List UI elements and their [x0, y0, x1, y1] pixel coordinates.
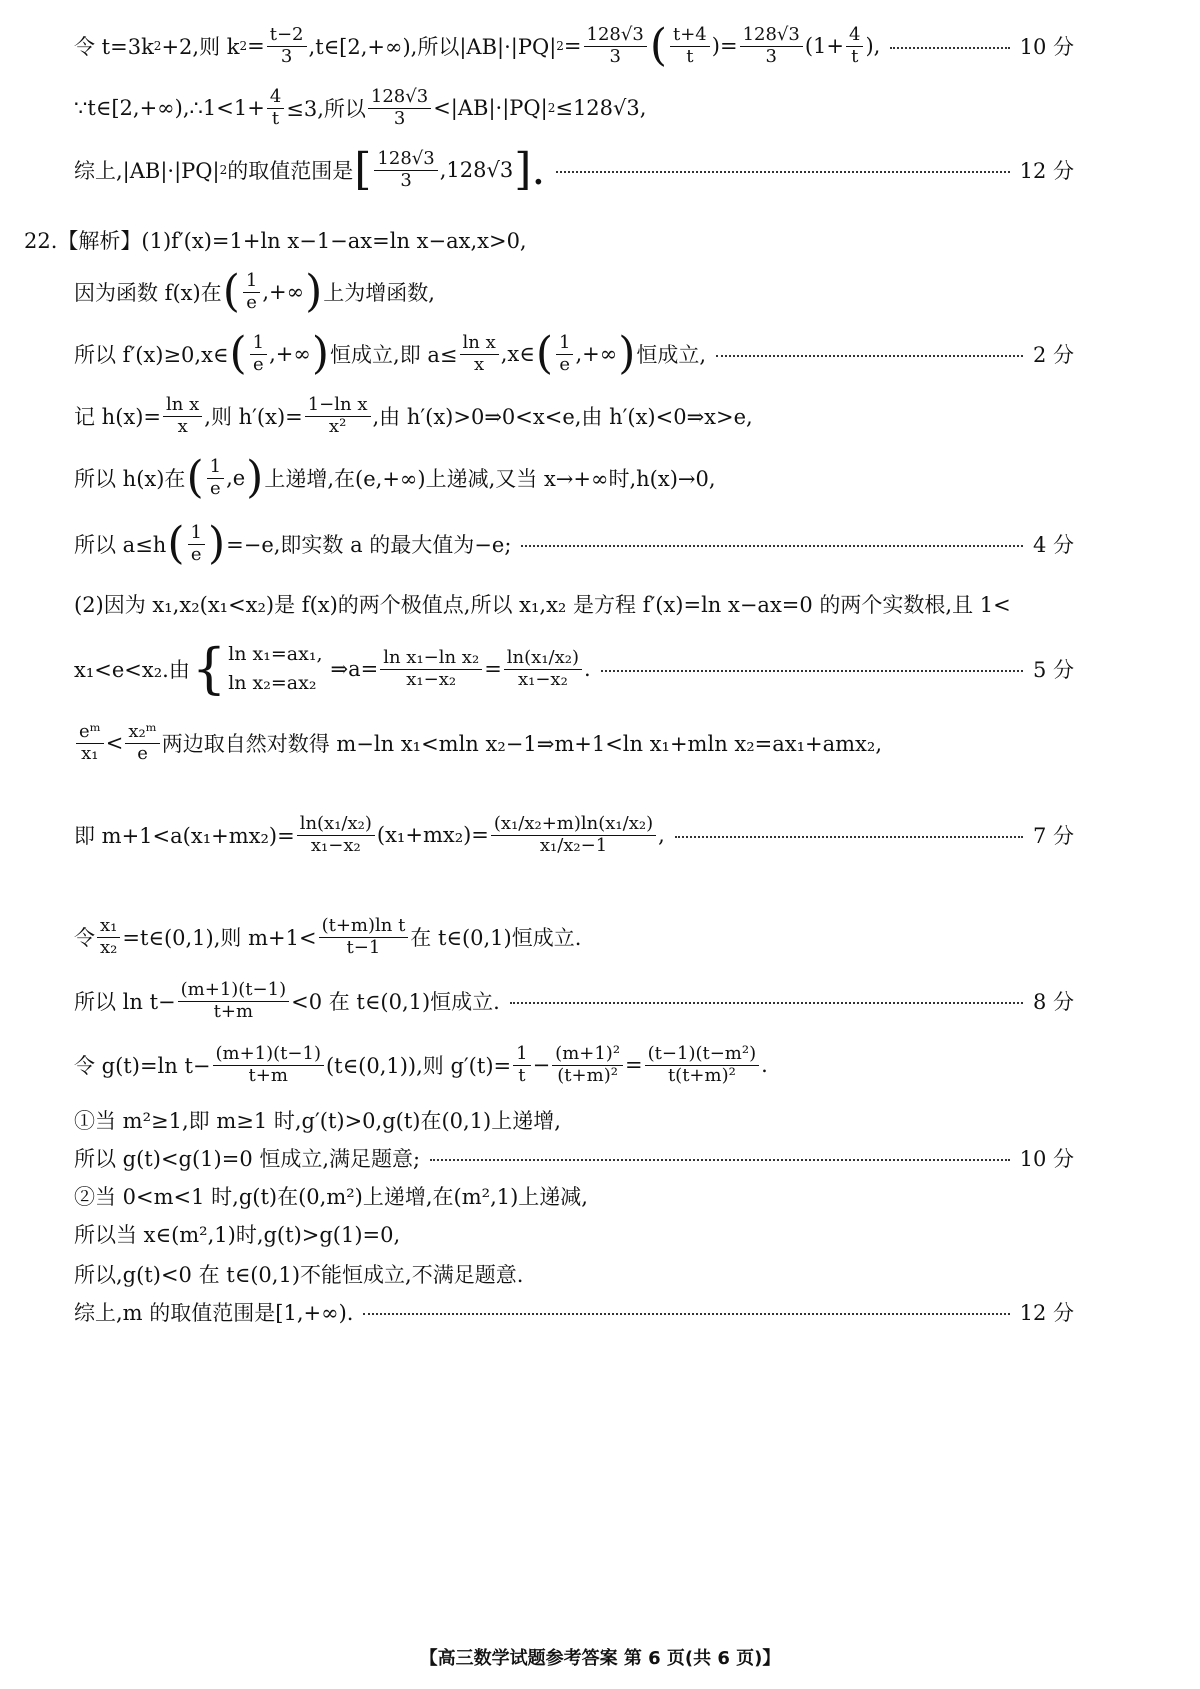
math-text: ∵t∈[2,+∞),∴1<1+ [74, 96, 265, 120]
math-text: 恒成立,即 a≤ [330, 343, 458, 367]
math-text: 因为函数 f(x)在 [74, 281, 222, 305]
math-text: 所以 h(x)在 [74, 467, 186, 491]
dotted-leader [890, 47, 1009, 49]
fraction: $\frac{128√3}{3}$ [368, 87, 431, 129]
math-text: 所以当 x∈(m²,1)时,g(t)>g(1)=0, [74, 1223, 401, 1247]
fraction: $\frac{\text{(m+1)²}}{\text{(t+m)²}}$ [552, 1044, 623, 1086]
dotted-leader [521, 545, 1023, 547]
fraction: $\frac{(m+1)(t-1)}{t+m}$ [178, 980, 289, 1022]
paren: ( [186, 452, 204, 503]
math-text: ,+∞ [575, 342, 618, 366]
math-text: 所以 a≤h [74, 533, 167, 557]
math-text: x₁<e<x₂.由 [74, 658, 190, 682]
solution-line [74, 718, 1074, 768]
fraction: $\frac{\text{(t−1)(t−m²)}}{\text{t(t+m)²}}$ [645, 1044, 759, 1086]
fraction: $\frac{t-2}{3}$ [267, 25, 307, 67]
solution-line [74, 634, 1074, 704]
solution-line [74, 1292, 1074, 1332]
fraction: $\frac{1}{e}$ [556, 333, 573, 375]
paren: ( [649, 20, 667, 71]
dotted-leader [556, 171, 1009, 173]
paren: ( [222, 266, 240, 317]
dotted-leader [675, 836, 1023, 838]
score-label: 8 分 [1032, 990, 1074, 1014]
solution-line [74, 20, 1074, 71]
fraction: $\frac{1}{e}$ [250, 333, 267, 375]
solution-line [74, 86, 1074, 130]
fraction: $\frac{\text{eᵐ}}{\text{x₁}}$ [76, 722, 104, 764]
math-text: <|AB|·|PQ| 2 ≤128√3, [433, 96, 647, 120]
math-text: ,x∈ [500, 342, 535, 366]
paren: ) [618, 328, 636, 379]
math-text: ②当 0<m<1 时,g(t)在(0,m²)上递增,在(m²,1)上递减, [74, 1185, 588, 1209]
solution-line [74, 144, 1074, 195]
bracket: ]. [514, 144, 546, 195]
math-text: ,则 h′(x)= [204, 405, 303, 429]
fraction: $\frac{128√3}{3}$ [740, 25, 803, 67]
math-text: )= [711, 34, 738, 58]
fraction: $\frac{1}{t}$ [513, 1044, 530, 1086]
math-text: 恒成立, [636, 343, 707, 367]
math-text: ,+∞ [269, 342, 311, 366]
score-label: 4 分 [1032, 533, 1074, 557]
solution-line [74, 328, 1074, 379]
solution-line [74, 518, 1074, 569]
dotted-leader [601, 670, 1023, 672]
solution-line [74, 394, 1074, 438]
math-text: = [484, 657, 502, 681]
math-text: ,128√3 [439, 158, 514, 182]
paren: ) [246, 452, 264, 503]
score-label: 5 分 [1032, 658, 1074, 682]
math-text: < [105, 731, 124, 755]
fraction: $\frac{(m+1)(t-1)}{t+m}$ [213, 1044, 324, 1086]
math-text: ,由 h′(x)>0⇒0<x<e,由 h′(x)<0⇒x>e, [372, 405, 753, 429]
paren: ( [229, 328, 247, 379]
math-text: . [584, 657, 591, 681]
math-text: ,t∈[2,+∞),所以|AB|·|PQ| 2 = [308, 34, 582, 59]
score-label: 10 分 [1019, 1147, 1074, 1171]
math-text: 综上,|AB|·|PQ| 2 的取值范围是 [74, 159, 354, 183]
solution-line [24, 220, 1074, 260]
math-text: ⇒a= [330, 657, 379, 681]
dotted-leader [716, 355, 1023, 357]
fraction: $\frac{1}{e}$ [188, 523, 205, 565]
math-text: 令 g(t)=ln t− [74, 1054, 211, 1078]
math-text: 综上,m 的取值范围是[1,+∞). [74, 1301, 354, 1325]
math-text: (1+ [804, 34, 844, 58]
fraction: $\frac{\text{(t+m)ln t}}{t-1}$ [319, 916, 409, 958]
solution-line [74, 790, 1074, 880]
problem-heading: 22.【解析】(1)f′(x)=1+ln x−1−ax=ln x−ax,x>0, [24, 229, 527, 253]
math-text: 在 t∈(0,1)恒成立. [410, 926, 582, 950]
paren: ) [311, 328, 330, 379]
solution-line [74, 912, 1074, 962]
fraction: $\frac{\text{x₂ᵐ}}{e}$ [125, 722, 159, 764]
solution-line [74, 1214, 1074, 1254]
math-text: − [532, 1053, 551, 1077]
score-label: 12 分 [1019, 1301, 1074, 1325]
math-text: 令 t=3k 2 +2,则 k 2 = [74, 34, 265, 59]
math-text: ), [865, 34, 881, 58]
fraction: $\frac{128√3}{3}$ [374, 149, 437, 191]
page-footer: 【高三数学试题参考答案 第 6 页(共 6 页)】 [419, 1648, 781, 1669]
score-label: 10 分 [1019, 35, 1074, 59]
brace: { [191, 637, 227, 700]
paren: ( [535, 328, 553, 379]
math-text: 上递增,在(e,+∞)上递减,又当 x→+∞时,h(x)→0, [264, 467, 716, 491]
math-text: . [761, 1053, 768, 1077]
fraction: $\frac{1}{e}$ [243, 271, 260, 313]
score-label: 12 分 [1019, 159, 1074, 183]
fraction: $\frac{\text{ln x}}{x}$ [460, 333, 499, 375]
fraction: $\frac{4}{t}$ [267, 87, 284, 129]
math-text: (2)因为 x₁,x₂(x₁<x₂)是 f(x)的两个极值点,所以 x₁,x₂ 是方程 f′(x)=ln x−ax=0 的两个实数根,且 1< [74, 593, 1011, 617]
bracket: [ [354, 144, 372, 195]
math-text: ①当 m²≥1,即 m≥1 时,g′(t)>0,g(t)在(0,1)上递增, [74, 1109, 561, 1133]
math-text: (t∈(0,1)),则 g′(t)= [325, 1054, 512, 1078]
solution-line [74, 976, 1074, 1026]
paren: ) [305, 266, 323, 317]
math-text: =−e,即实数 a 的最大值为−e; [226, 533, 512, 557]
paren: ) [207, 518, 226, 569]
math-text: 上为增函数, [323, 281, 435, 305]
paren: ( [167, 518, 185, 569]
math-text: , [658, 823, 665, 847]
math-text: 即 m+1<a(x₁+mx₂)= [74, 824, 295, 848]
dotted-leader [430, 1159, 1009, 1161]
solution-line [74, 1254, 1074, 1294]
math-text: <0 在 t∈(0,1)恒成立. [291, 990, 500, 1014]
math-text: 记 h(x)= [74, 405, 162, 429]
fraction: $\frac{\text{(x₁/x₂+m)ln(x₁/x₂)}}{\text{x₁/x₂−1}}$ [491, 814, 656, 856]
fraction: $\frac{\text{x₁}}{\text{x₂}}$ [97, 916, 120, 958]
dotted-leader [363, 1313, 1009, 1315]
math-text: ≤3,所以 [286, 97, 366, 121]
math-text: 所以 f′(x)≥0,x∈ [74, 343, 229, 367]
solution-line [74, 584, 1074, 624]
math-text: 令 [74, 926, 95, 950]
score-label: 2 分 [1032, 343, 1074, 367]
math-text: ,+∞ [262, 280, 305, 304]
fraction: $\frac{\text{ln(x₁/x₂)}}{\text{x₁−x₂}}$ [504, 648, 582, 690]
solution-line [74, 1138, 1074, 1178]
solution-line [74, 1040, 1074, 1090]
dotted-leader [510, 1002, 1023, 1004]
fraction: $\frac{\text{ln x₁−ln x₂}}{\text{x₁−x₂}}$ [380, 648, 482, 690]
fraction: $\frac{t+4}{t}$ [670, 25, 710, 67]
solution-line [74, 452, 1074, 503]
math-text: = [625, 1053, 643, 1077]
score-label: 7 分 [1032, 824, 1074, 848]
solution-line [74, 266, 1074, 317]
fraction: $\frac{\text{ln x}}{x}$ [163, 395, 202, 437]
math-text: 所以,g(t)<0 在 t∈(0,1)不能恒成立,不满足题意. [74, 1263, 524, 1287]
math-text: ,e [226, 466, 246, 490]
fraction: $\frac{4}{t}$ [846, 25, 863, 67]
fraction: $\frac{128√3}{3}$ [584, 25, 647, 67]
math-text: =t∈(0,1),则 m+1< [122, 926, 317, 950]
equation-system: ln x₁=ax₁, ln x₂=ax₂ [228, 642, 323, 694]
fraction: $\frac{1}{e}$ [207, 457, 224, 499]
solution-line [74, 1100, 1074, 1140]
math-text: 所以 g(t)<g(1)=0 恒成立,满足题意; [74, 1147, 421, 1171]
fraction: $\frac{\text{ln(x₁/x₂)}}{\text{x₁−x₂}}$ [297, 814, 375, 856]
math-text: (x₁+mx₂)= [376, 823, 489, 847]
solution-line [74, 1176, 1074, 1216]
math-text: 两边取自然对数得 m−ln x₁<mln x₂−1⇒m+1<ln x₁+mln x₂=ax₁+amx₂, [161, 732, 882, 756]
math-text: 所以 ln t− [74, 990, 176, 1014]
fraction: $\frac{\text{1−ln x}}{\text{x²}}$ [305, 395, 371, 437]
